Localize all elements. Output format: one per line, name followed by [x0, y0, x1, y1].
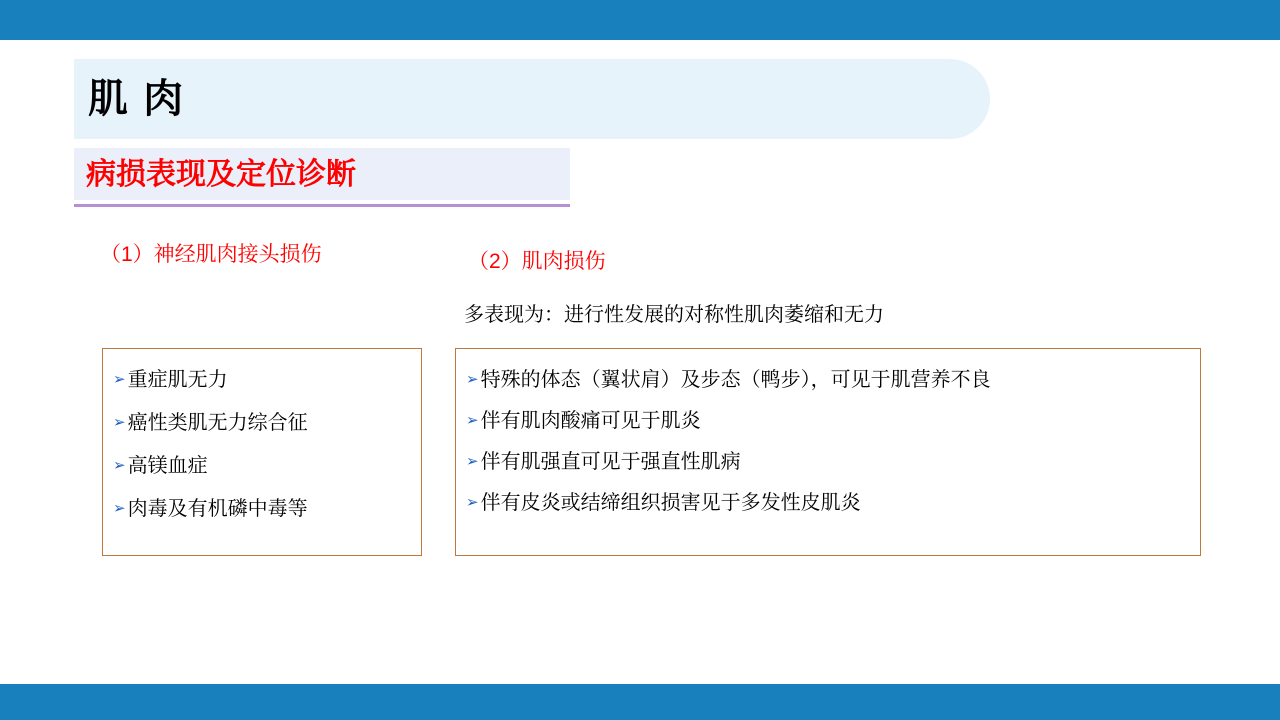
- arrow-bullet-icon: ➢: [113, 457, 126, 474]
- list-item: [466, 486, 1200, 520]
- bottom-decoration-bar: [0, 684, 1280, 720]
- list-item-label: 癌性类肌无力综合征: [127, 412, 308, 434]
- title-banner: [74, 59, 990, 139]
- list-item: [466, 363, 1200, 397]
- list-item: [113, 406, 421, 440]
- arrow-bullet-icon: ➢: [466, 453, 479, 470]
- top-decoration-bar: [0, 0, 1280, 40]
- list-item-label: 伴有皮炎或结缔组织损害见于多发性皮肌炎: [480, 492, 861, 514]
- arrow-bullet-icon: ➢: [113, 371, 126, 388]
- section-1-box: [102, 348, 422, 556]
- list-item: [113, 492, 421, 526]
- section-1-list: [103, 349, 421, 526]
- page-title: 肌 肉: [88, 77, 186, 121]
- arrow-bullet-icon: ➢: [113, 414, 126, 431]
- list-item: [113, 449, 421, 483]
- list-item: [113, 363, 421, 397]
- section-2-box: [455, 348, 1201, 556]
- section-1-heading: （1）神经肌肉接头损伤: [100, 243, 322, 266]
- list-item-label: 重症肌无力: [127, 369, 228, 391]
- list-item-label: 伴有肌强直可见于强直性肌病: [480, 451, 741, 473]
- list-item: [466, 404, 1200, 438]
- list-item: [466, 445, 1200, 479]
- arrow-bullet-icon: ➢: [466, 371, 479, 388]
- list-item-label: 高镁血症: [127, 455, 208, 477]
- subtitle: 病损表现及定位诊断: [86, 158, 356, 191]
- list-item-label: 肉毒及有机磷中毒等: [127, 498, 308, 520]
- arrow-bullet-icon: ➢: [466, 412, 479, 429]
- section-2-list: [456, 349, 1200, 520]
- section-2-heading: （2）肌肉损伤: [468, 250, 606, 273]
- subtitle-divider: [74, 204, 570, 207]
- arrow-bullet-icon: ➢: [466, 494, 479, 511]
- list-item-label: 伴有肌肉酸痛可见于肌炎: [480, 410, 701, 432]
- list-item-label: 特殊的体态（翼状肩）及步态（鸭步），可见于肌营养不良: [480, 369, 991, 391]
- section-2-note: 多表现为：进行性发展的对称性肌肉萎缩和无力: [464, 304, 884, 326]
- arrow-bullet-icon: ➢: [113, 500, 126, 517]
